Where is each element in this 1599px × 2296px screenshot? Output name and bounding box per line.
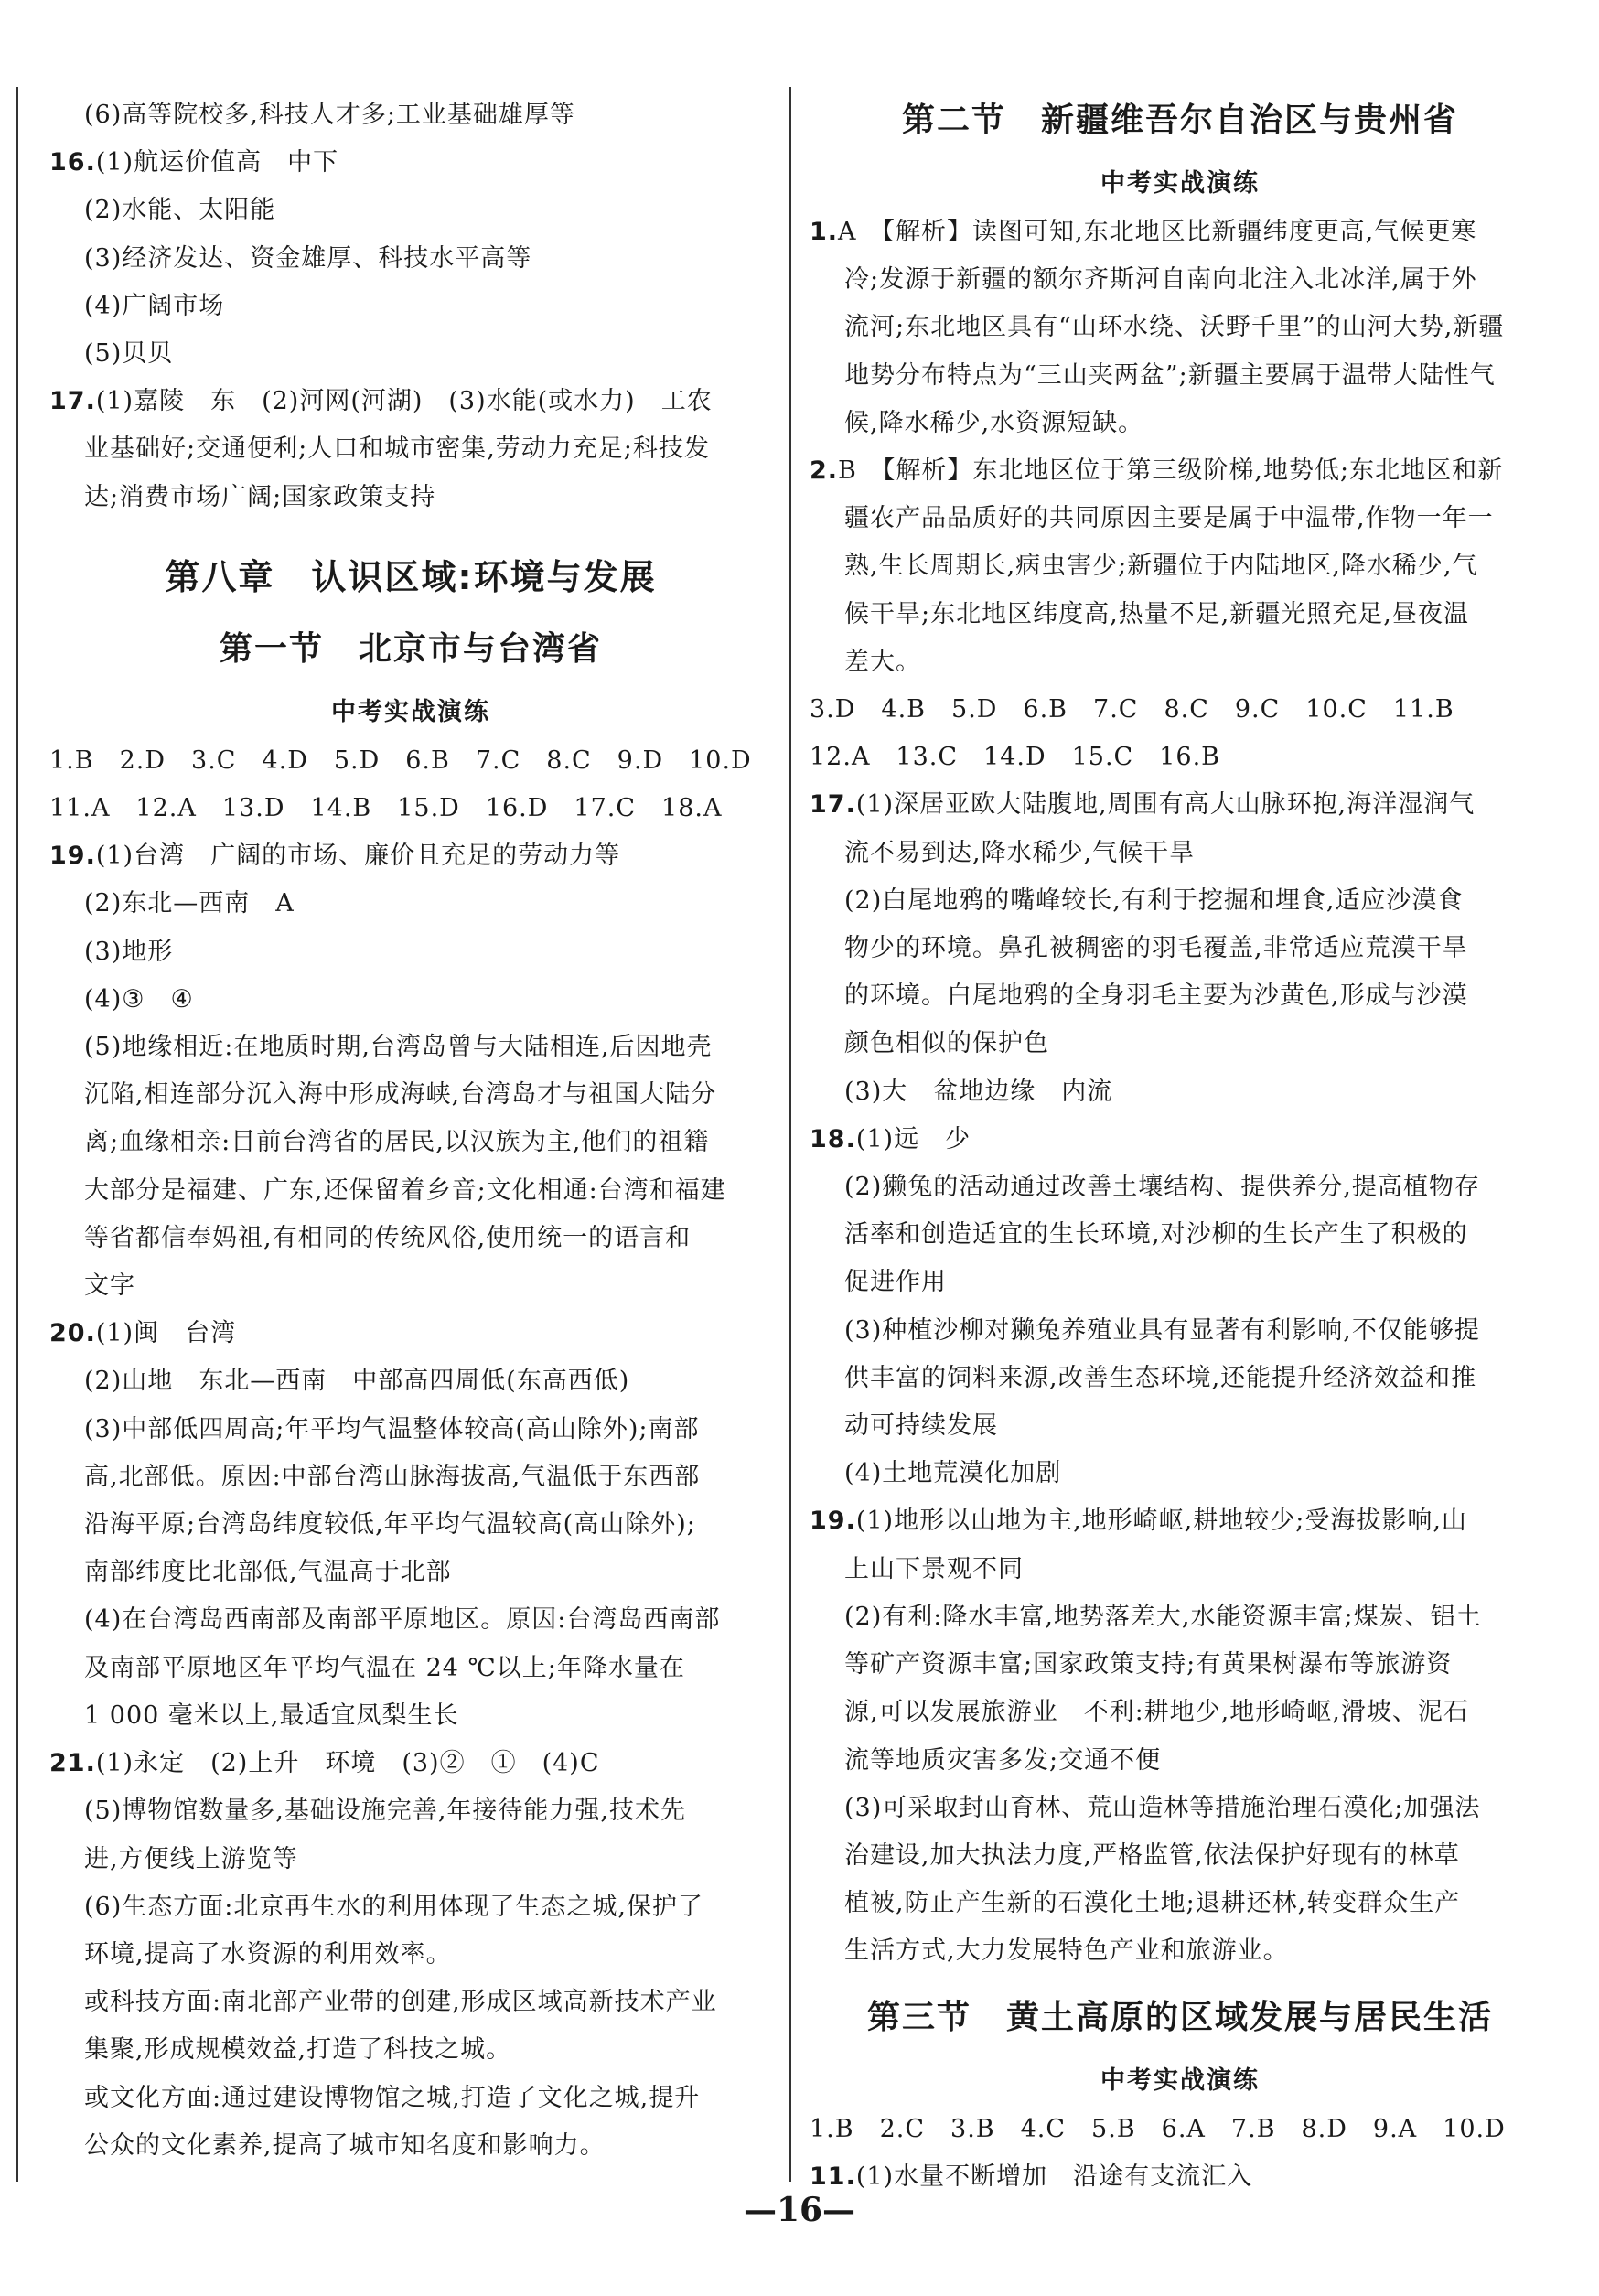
question-number: 19. xyxy=(49,842,96,871)
question-line xyxy=(49,139,772,187)
question-number: 11. xyxy=(810,2162,856,2191)
question-line xyxy=(810,1116,1551,1164)
left-margin-rule xyxy=(16,87,18,2182)
answer-line: 或文化方面:通过建设博物馆之城,打造了文化之城,提升 xyxy=(84,2083,701,2112)
answer-line: 治建设,加大执法力度,严格监管,依法保护好现有的林草 xyxy=(844,1840,1460,1870)
question-line xyxy=(49,1740,772,1787)
answer-text: (1)深居亚欧大陆腹地,周围有高大山脉环抱,海洋湿润气 xyxy=(855,790,1476,820)
answer-line: 1 000 毫米以上,最适宜凤梨生长 xyxy=(84,1701,459,1730)
page-number: —16— xyxy=(743,2191,856,2229)
question-number: 18. xyxy=(810,1124,856,1153)
choice-answers-line: 1.B 2.D 3.C 4.D 5.D 6.B 7.C 8.C 9.D 10.D xyxy=(49,746,752,775)
section2-answers xyxy=(810,209,1551,1976)
answer-line: (3)地形 xyxy=(84,937,174,966)
answer-line: 及南部平原地区年平均气温在 24 ℃以上;年降水量在 xyxy=(84,1653,685,1682)
answer-line: 等矿产资源丰富;国家政策支持;有黄果树瀑布等旅游资 xyxy=(844,1650,1453,1679)
question-number: 1. xyxy=(810,218,839,246)
subsection-title-1: 中考实战演练 xyxy=(331,697,490,726)
answer-line: 活率和创造适宜的生长环境,对沙柳的生长产生了积极的 xyxy=(844,1220,1468,1250)
answer-text: A 【解析】读图可知,东北地区比新疆纬度更高,气候更寒 xyxy=(838,218,1477,246)
section-title-3: 第三节 黄土高原的区域发展与居民生活 xyxy=(866,1998,1493,2036)
answer-text: (1)永定 (2)上升 环境 (3)② ① (4)C xyxy=(95,1749,600,1778)
answer-line: 南部纬度比北部低,气温高于北部 xyxy=(84,1558,452,1587)
left-column xyxy=(49,91,772,2170)
answer-line: 熟,生长周期长,病虫害少;新疆位于内陆地区,降水稀少,气 xyxy=(844,552,1478,581)
answer-line: 生活方式,大力发展特色产业和旅游业。 xyxy=(844,1937,1289,1966)
answer-line: 源,可以发展旅游业 不利:耕地少,地形崎岖,滑坡、泥石 xyxy=(844,1698,1469,1727)
answer-line: 的环境。白尾地鸦的全身羽毛主要为沙黄色,形成与沙漠 xyxy=(844,982,1468,1011)
answer-line: (3)大 盆地边缘 内流 xyxy=(844,1077,1113,1106)
answer-line: 沉陷,相连部分沉入海中形成海峡,台湾岛才与祖国大陆分 xyxy=(84,1080,717,1110)
answer-line: (3)可采取封山育林、荒山造林等措施治理石漠化;加强法 xyxy=(844,1793,1481,1822)
answer-line: 候干旱;东北地区纬度高,热量不足,新疆光照充足,昼夜温 xyxy=(844,599,1469,628)
chapter-title: 第八章 认识区域:环境与发展 xyxy=(165,556,657,597)
answer-line: 或科技方面:南北部产业带的创建,形成区域高新技术产业 xyxy=(84,1988,717,2017)
answer-line: (6)高等院校多,科技人才多;工业基础雄厚等 xyxy=(84,101,575,129)
answer-line: 达;消费市场广阔;国家政策支持 xyxy=(84,482,436,511)
question-line xyxy=(810,1497,1551,1545)
answer-line: 离;血缘相亲:目前台湾省的居民,以汉族为主,他们的祖籍 xyxy=(84,1128,710,1157)
choice-answers-line: 3.D 4.B 5.D 6.B 7.C 8.C 9.C 10.C 11.B xyxy=(810,695,1454,724)
answer-line: 流河;东北地区具有“山环水绕、沃野千里”的山河大势,新疆 xyxy=(844,313,1505,342)
answer-line: 供丰富的饲料来源,改善生态环境,还能提升经济效益和推 xyxy=(844,1363,1477,1392)
question-number: 21. xyxy=(49,1749,96,1778)
answer-line: 冷;发源于新疆的额尔齐斯河自南向北注入北冰洋,属于外 xyxy=(844,265,1477,295)
question-line xyxy=(810,781,1551,829)
answer-line: 集聚,形成规模效益,打造了科技之城。 xyxy=(84,2035,512,2065)
question-line xyxy=(810,209,1551,256)
answer-line: 动可持续发展 xyxy=(844,1411,998,1441)
subsection-title-2: 中考实战演练 xyxy=(1100,169,1260,198)
section-title-1: 第一节 北京市与台湾省 xyxy=(219,629,602,668)
answer-text: (1)水量不断增加 沿途有支流汇入 xyxy=(855,2162,1253,2191)
subsection-title-3: 中考实战演练 xyxy=(1100,2065,1260,2095)
question-number: 20. xyxy=(49,1319,96,1348)
answer-line: 颜色相似的保护色 xyxy=(844,1029,1049,1058)
section3-answers xyxy=(810,2106,1551,2201)
answer-line: 流不易到达,降水稀少,气候干旱 xyxy=(844,838,1196,867)
question-number: 2. xyxy=(810,456,839,486)
answer-line: (5)贝贝 xyxy=(84,339,174,369)
answer-text: (1)闽 台湾 xyxy=(95,1319,237,1348)
answer-line: 高,北部低。原因:中部台湾山脉海拔高,气温低于东西部 xyxy=(84,1462,701,1491)
question-line xyxy=(49,1310,772,1357)
answer-line: 地势分布特点为“三山夹两盆”;新疆主要属于温带大陆性气 xyxy=(844,360,1496,390)
question-line xyxy=(810,447,1551,495)
choice-answers-line: 11.A 12.A 13.D 14.B 15.D 16.D 17.C 18.A xyxy=(49,794,723,823)
question-line xyxy=(49,832,772,880)
answer-line: (4)在台湾岛西南部及南部平原地区。原因:台湾岛西南部 xyxy=(84,1605,721,1635)
answer-line: 物少的环境。鼻孔被稠密的羽毛覆盖,非常适应荒漠干旱 xyxy=(844,934,1468,963)
answer-line: (2)东北—西南 A xyxy=(84,889,295,918)
question-number: 16. xyxy=(49,148,96,177)
answer-line: (5)博物馆数量多,基础设施完善,年接待能力强,技术先 xyxy=(84,1797,686,1826)
answer-line: (4)土地荒漠化加剧 xyxy=(844,1459,1062,1488)
answer-line: (4)广阔市场 xyxy=(84,291,225,320)
answer-line: 文字 xyxy=(84,1271,135,1301)
answer-line: (2)獭兔的活动通过改善土壤结构、提供养分,提高植物存 xyxy=(844,1173,1480,1202)
choice-answers-line: 1.B 2.C 3.B 4.C 5.B 6.A 7.B 8.D 9.A 10.D xyxy=(810,2114,1506,2143)
answer-text: (1)地形以山地为主,地形崎岖,耕地较少;受海拔影响,山 xyxy=(855,1507,1467,1536)
answer-line: 公众的文化素养,提高了城市知名度和影响力。 xyxy=(84,2130,606,2160)
left-main-answers xyxy=(49,737,772,2170)
answer-text: (1)台湾 广阔的市场、廉价且充足的劳动力等 xyxy=(95,842,621,871)
answer-text: (1)嘉陵 东 (2)河网(河湖) (3)水能(或水力) 工农 xyxy=(95,387,713,416)
question-line xyxy=(49,378,772,425)
answer-line: 环境,提高了水资源的利用效率。 xyxy=(84,1939,452,1969)
answer-line: 疆农产品品质好的共同原因主要是属于中温带,作物一年一 xyxy=(844,504,1494,533)
answer-line: 等省都信奉妈祖,有相同的传统风俗,使用统一的语言和 xyxy=(84,1223,692,1252)
answer-line: (4)③ ④ xyxy=(84,984,194,1014)
answer-text: B 【解析】东北地区位于第三级阶梯,地势低;东北地区和新 xyxy=(838,456,1504,486)
column-divider xyxy=(789,87,791,2182)
answer-line: (2)水能、太阳能 xyxy=(84,196,276,225)
answer-line: (3)种植沙柳对獭兔养殖业具有显著有利影响,不仅能够提 xyxy=(844,1315,1480,1345)
answer-line: 上山下景观不同 xyxy=(844,1554,1024,1583)
choice-answers-line: 12.A 13.C 14.D 15.C 16.B xyxy=(810,743,1220,772)
question-number: 17. xyxy=(810,790,856,820)
answer-line: (5)地缘相近:在地质时期,台湾岛曾与大陆相连,后因地壳 xyxy=(84,1033,713,1062)
answer-line: 大部分是福建、广东,还保留着乡音;文化相通:台湾和福建 xyxy=(84,1175,726,1205)
answer-line: 候,降水稀少,水资源短缺。 xyxy=(844,408,1144,437)
answer-line: (2)山地 东北—西南 中部高四周低(东高西低) xyxy=(84,1367,630,1396)
answer-line: 进,方便线上游览等 xyxy=(84,1844,298,1873)
answer-line: (6)生态方面:北京再生水的利用体现了生态之城,保护了 xyxy=(84,1892,703,1921)
question-number: 17. xyxy=(49,387,96,416)
answer-line: (2)有利:降水丰富,地势落差大,水能资源丰富;煤炭、铝土 xyxy=(844,1602,1482,1631)
answer-line: 沿海平原;台湾岛纬度较低,年平均气温较高(高山除外); xyxy=(84,1510,696,1540)
answer-line: 植被,防止产生新的石漠化土地;退耕还林,转变群众生产 xyxy=(844,1889,1461,1918)
answer-line: (2)白尾地鸦的嘴峰较长,有利于挖掘和埋食,适应沙漠食 xyxy=(844,885,1464,915)
answer-line: 业基础好;交通便利;人口和城市密集,劳动力充足;科技发 xyxy=(84,435,710,464)
answer-line: 促进作用 xyxy=(844,1268,947,1297)
answer-line: 差大。 xyxy=(844,647,921,676)
answer-line: (3)中部低四周高;年平均气温整体较高(高山除外);南部 xyxy=(84,1414,700,1443)
section-title-2: 第二节 新疆维吾尔自治区与贵州省 xyxy=(901,102,1458,139)
right-column xyxy=(810,91,1551,2201)
answer-line: (3)经济发达、资金雄厚、科技水平高等 xyxy=(84,243,532,273)
answer-text: (1)航运价值高 中下 xyxy=(95,148,339,177)
left-top-answers xyxy=(49,91,772,521)
answer-line: 流等地质灾害多发;交通不便 xyxy=(844,1745,1162,1775)
question-number: 19. xyxy=(810,1507,856,1536)
answer-text: (1)远 少 xyxy=(855,1124,971,1153)
